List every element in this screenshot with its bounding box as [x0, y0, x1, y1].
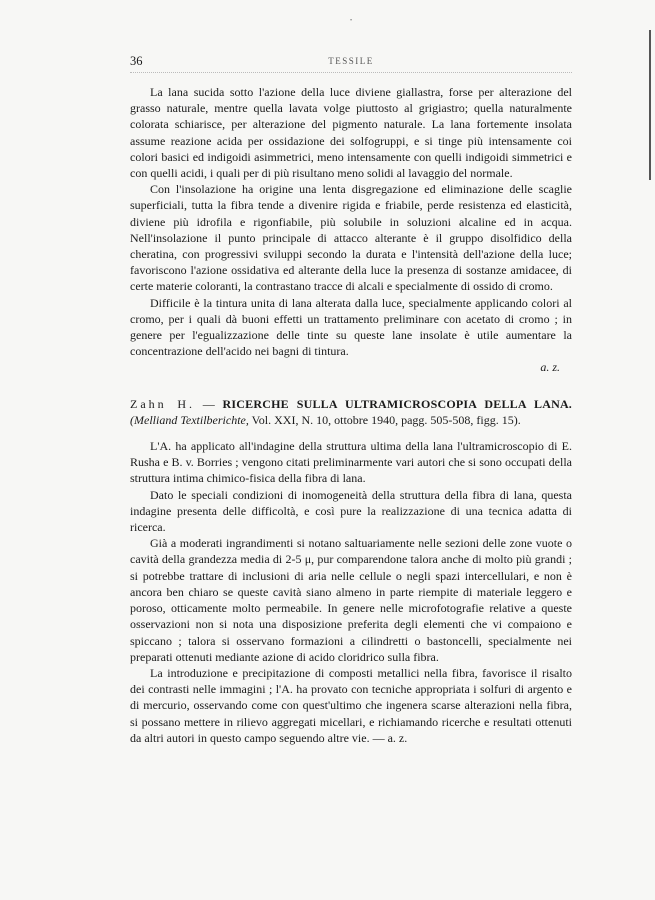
citation-details: Vol. XXI, N. 10, ottobre 1940, pagg. 505-508, figg. 15).: [248, 412, 521, 427]
title-dash: —: [195, 396, 223, 411]
paragraph: Difficile è la tintura unita di lana alterata dalla luce, specialmente applicando colori al cromo, per i quali dà buoni effetti un trattamento preliminare con acetato di cromo ; in genere per l'egualizzazione delle tinte su queste lane insolate è utile aumentare la concentrazione dell'acido nei bagni di tintura.: [130, 295, 572, 359]
paragraph: Già a moderati ingrandimenti si notano saltuariamente nelle sezioni delle zone vuote o cavità della grandezza media di 2-5 μ, pur comparendone talora anche di molto più grandi ; si potrebbe trattare di inclusioni di aria nelle cellule o negli spazi intercellulari, e non è ancora ben chiaro se queste cavità siano almeno in parte riempite di materiale leggero e poroso, otticamente molto permeabile. In genere nelle microfotografie relative a queste osservazioni non si nota una disposizione preferita degli elementi che vi compaiono e spiccano ; talora si osservano formazioni a cilindretti o bastoncelli, specialmente nei preparati ottenuti mediante azione di acido cloridrico sulla fibra.: [130, 536, 572, 664]
reviewer-initials: a. z.: [540, 360, 560, 375]
header-rule: [130, 72, 572, 74]
article-title: RICERCHE SULLA ULTRAMICROSCOPIA DELLA LANA.: [222, 396, 573, 411]
page-body: [130, 84, 572, 746]
running-title: TESSILE: [328, 56, 374, 66]
author-name: Zahn H.: [130, 396, 196, 411]
paragraph: L'A. ha applicato all'indagine della struttura ultima della lana l'ultramicroscopio di E. Rusha e B. v. Borries ; vengono citati preliminarmente vari autori che si sono occupati della struttura intima chimico-fisica della fibra di lana.: [130, 439, 572, 486]
page-edge-mark: [649, 30, 651, 180]
paragraph: Dato le speciali condizioni di inomogeneità della struttura della fibra di lana, questa indagine presenta delle difficoltà, e così pure la realizzazione di una tecnica adatta di ricerca.: [130, 487, 572, 535]
page-number: 36: [130, 54, 143, 68]
paragraph: La lana sucida sotto l'azione della luce diviene giallastra, forse per alterazione del grasso naturale, mentre quella lavata volge piuttosto al grigiastro; quella naturalmente colorata schiarisce, per alterazione del pigmento naturale. La lana fortemente insolata assume reazione acida per ossidazione dei solfogruppi, e si tinge più intensamente coi colori basici ed indigoidi asimmetrici, meno intensamente con quelli indigoidi simmetrici e con quelli acidi, i quali per di più risultano meno solidi al lavaggio del normale.: [130, 85, 572, 181]
page-header: [130, 54, 572, 68]
print-dot: •: [350, 18, 353, 24]
journal-name: (Melliand Textilberichte,: [130, 412, 249, 427]
paragraph: La introduzione e precipitazione di composti metallici nella fibra, favorisce il risalto dei contrasti nelle immagini ; l'A. ha provato con tecniche appropriata i solfuri di argento e di mercurio, osservando come con quest'ultimo che ingenera scarse alterazioni nella fibra, si possano mettere in rilievo aggregati micellari, e richiamando ricerche e resultati ottenuti da altri autori in questo campo seguendo altre vie. — a. z.: [130, 665, 572, 745]
paragraph: Con l'insolazione ha origine una lenta disgregazione ed eliminazione delle scaglie superficiali, tutta la fibra tende a divenire rigida e friabile, perde resistenza ed elasticità, diviene più idrofila e rigonfiabile, più solubile in soluzioni alcaline ed in acqua. Nell'insolazione il punto principale di attacco alterante è il gruppo disolfidico della cheratina, con progressivi sviluppi secondo la durata e l'intensità dell'azione della luce; favoriscono l'azione ossidativa ed alterante della luce la presenza di sostanze amidacee, di certe materie coloranti, la contrastano tracce di alcali e specialmente di ossido di cromo.: [130, 182, 572, 294]
review-heading: [130, 396, 572, 428]
